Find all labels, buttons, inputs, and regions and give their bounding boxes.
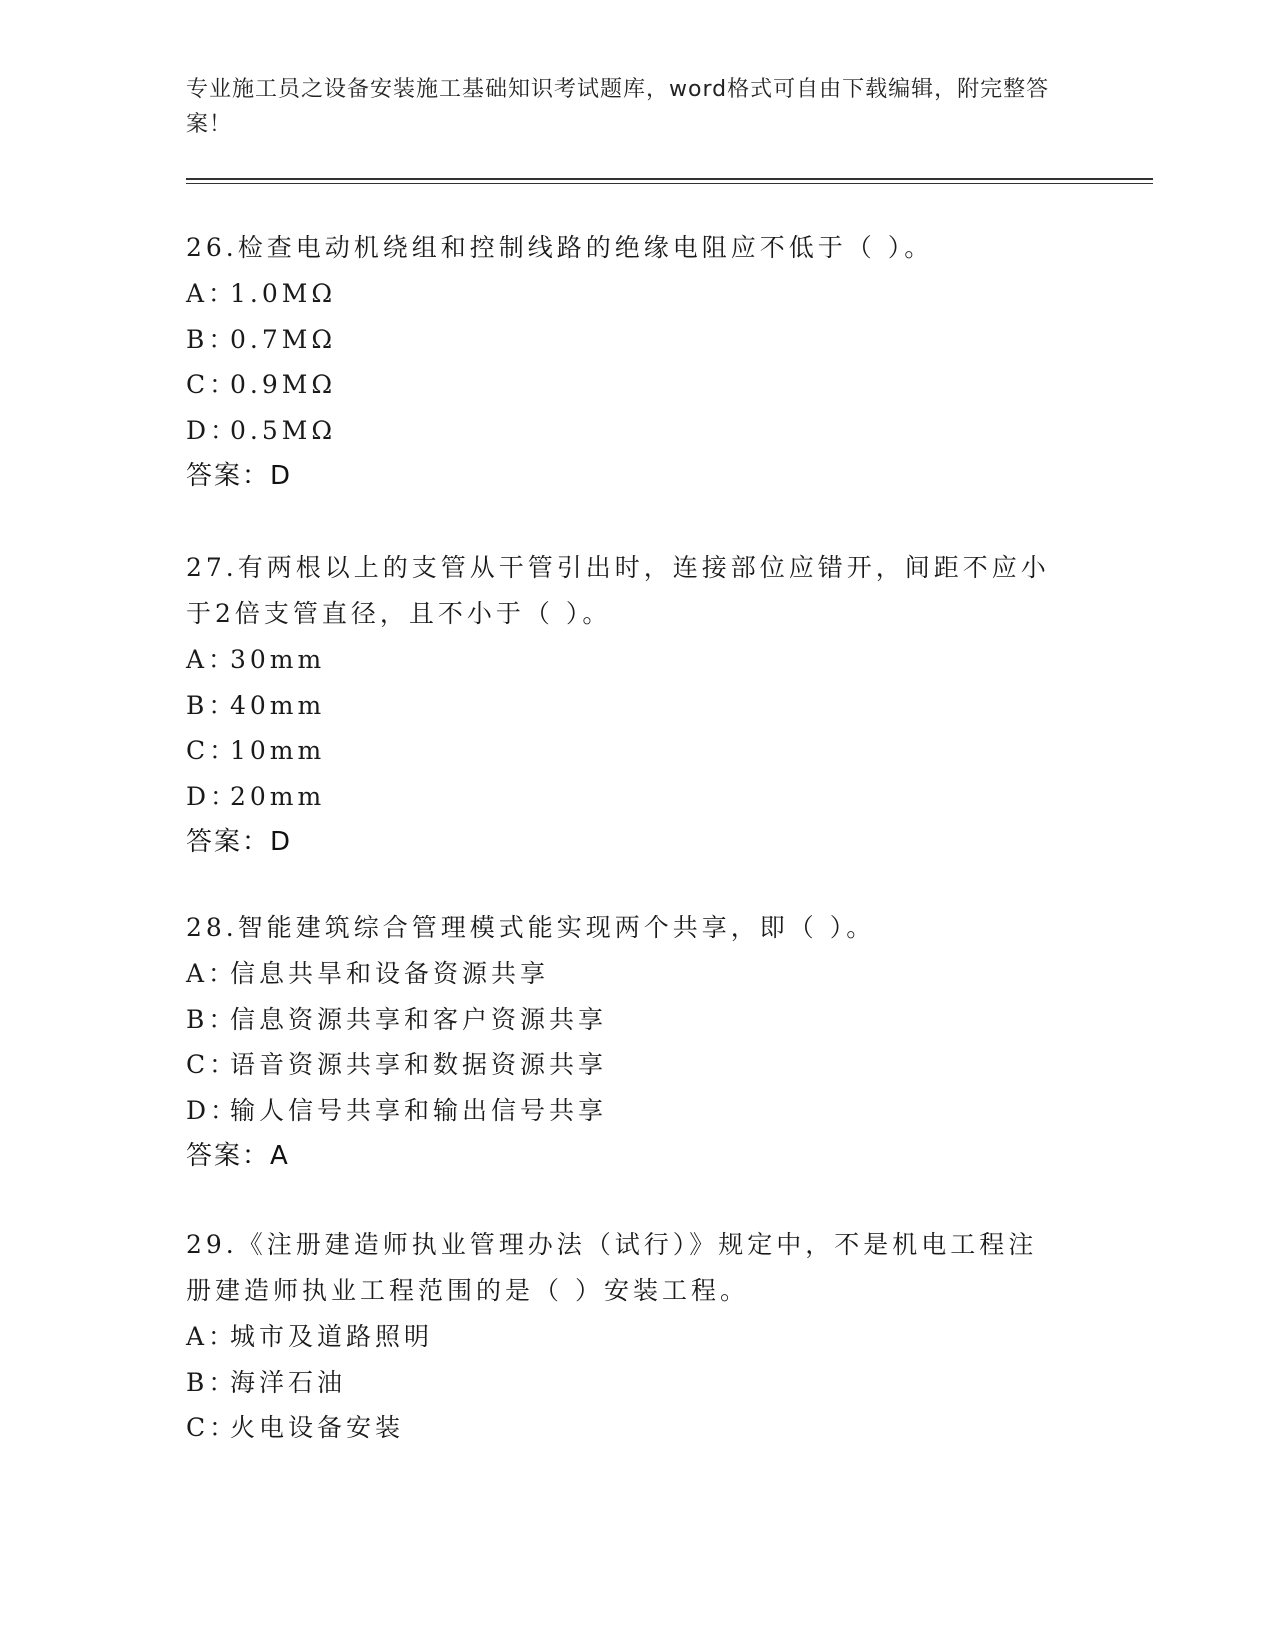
- option-letter: A：: [186, 279, 238, 308]
- question-stem: 29.《注册建造师执业管理办法（试行）》规定中，不是机电工程注册建造师执业工程范围的是（ ）安装工程。: [186, 1230, 1038, 1305]
- question-stem: 28.智能建筑综合管理模式能实现两个共享，即（ ）。: [186, 913, 876, 942]
- option-b: [186, 317, 1086, 363]
- option-text: 城市及道路照明: [230, 1322, 434, 1351]
- option-text: 海洋石油: [230, 1367, 347, 1397]
- question-27: [186, 545, 1086, 865]
- intro-text: 专业施工员之设备安装施工基础知识考试题库，word格式可自由下载编辑，附完整答案！: [186, 77, 1050, 137]
- option-letter: C：: [186, 1050, 239, 1079]
- option-letter: D：: [186, 1095, 240, 1125]
- option-letter: B：: [186, 324, 238, 354]
- option-letter: C：: [186, 736, 239, 765]
- option-text: 1.0MΩ: [230, 279, 337, 308]
- answer: 答案：D: [186, 827, 293, 857]
- option-letter: D：: [186, 781, 240, 811]
- option-d: [186, 1088, 1086, 1134]
- option-c: [186, 362, 1086, 408]
- question-stem: 27.有两根以上的支管从干管引出时，连接部位应错开，间距不应小于2倍支管直径，且不小于（ ）。: [186, 553, 1050, 628]
- option-text: 0.5MΩ: [230, 415, 337, 445]
- option-letter: B：: [186, 690, 238, 720]
- option-a: [186, 271, 1086, 317]
- option-text: 10mm: [230, 736, 326, 765]
- answer: 答案：D: [186, 461, 293, 491]
- option-text: 40mm: [230, 690, 326, 720]
- question-26: [186, 225, 1086, 499]
- option-b: [186, 1360, 1086, 1406]
- option-text: 语音资源共享和数据资源共享: [230, 1050, 608, 1079]
- option-d: [186, 408, 1086, 454]
- option-letter: A：: [186, 959, 238, 988]
- option-a: [186, 951, 1086, 997]
- option-text: 火电设备安装: [230, 1413, 405, 1442]
- option-c: [186, 728, 1086, 774]
- option-letter: C：: [186, 1413, 239, 1442]
- option-d: [186, 774, 1086, 820]
- option-text: 0.7MΩ: [230, 324, 337, 354]
- option-a: [186, 1314, 1086, 1360]
- question-29: [186, 1222, 1086, 1451]
- answer: 答案：A: [186, 1141, 290, 1171]
- option-text: 30mm: [230, 645, 326, 674]
- option-letter: D：: [186, 415, 240, 445]
- question-stem: 26.检查电动机绕组和控制线路的绝缘电阻应不低于（ ）。: [186, 233, 934, 262]
- option-b: [186, 683, 1086, 729]
- option-c: [186, 1405, 1086, 1451]
- option-text: 0.9MΩ: [230, 370, 337, 399]
- option-letter: B：: [186, 1004, 238, 1034]
- option-text: 20mm: [230, 781, 326, 811]
- option-text: 信息共旱和设备资源共享: [230, 959, 550, 988]
- option-b: [186, 997, 1086, 1043]
- header-divider-thick: [186, 178, 1153, 180]
- option-letter: A：: [186, 645, 238, 674]
- header-divider-thin: [186, 183, 1153, 184]
- option-c: [186, 1042, 1086, 1088]
- option-text: 信息资源共享和客户资源共享: [230, 1004, 608, 1034]
- question-28: [186, 905, 1086, 1179]
- option-text: 输人信号共享和输出信号共享: [230, 1095, 608, 1125]
- option-letter: C：: [186, 370, 239, 399]
- option-a: [186, 637, 1086, 683]
- option-letter: B：: [186, 1367, 238, 1397]
- option-letter: A：: [186, 1322, 238, 1351]
